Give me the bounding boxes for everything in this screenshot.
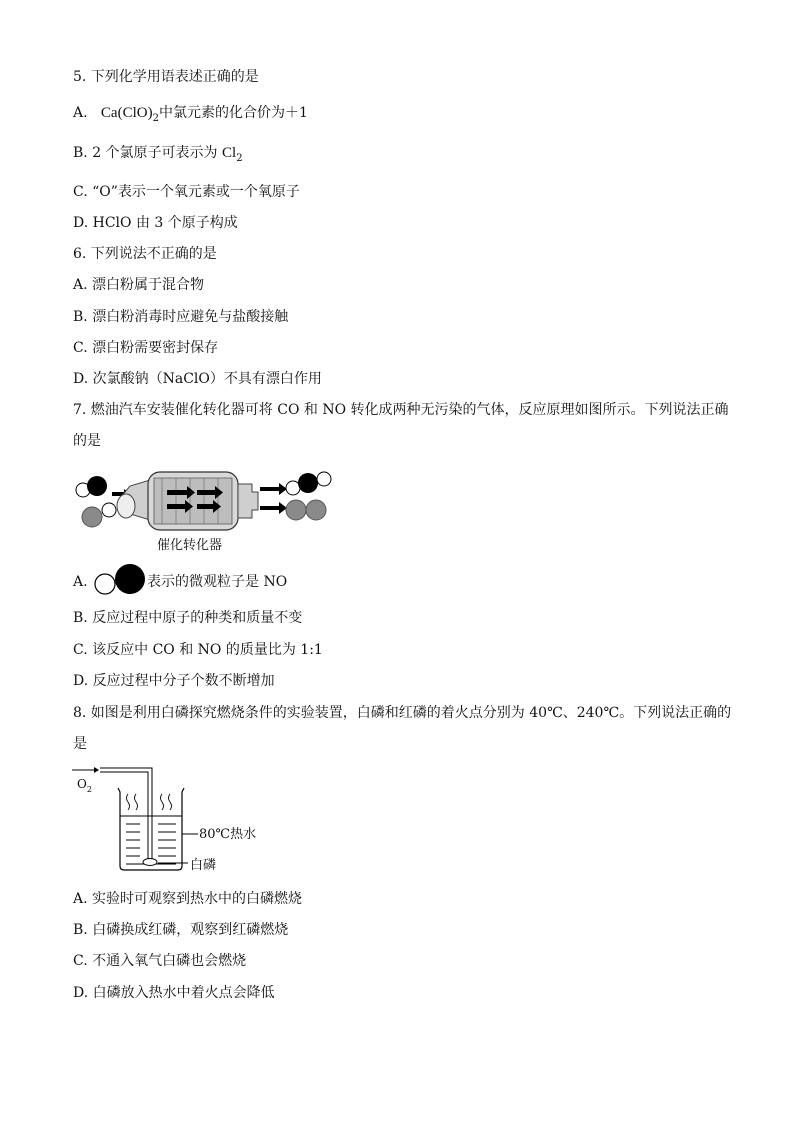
converter-outlet (238, 484, 258, 518)
water-hatching (126, 824, 176, 864)
q7-option-a-text: 表示的微观粒子是 NO (147, 574, 288, 590)
oxygen-label (77, 775, 92, 799)
q8-option-d: D. 白磷放入热水中着火点会降低 (73, 985, 275, 1001)
q5-option-a-subscript: 2 (152, 113, 159, 124)
q6-option-c: C. 漂白粉需要密封保存 (73, 340, 219, 356)
q5-option-b-formula: Cl (222, 145, 237, 161)
oxygen-tube (100, 768, 152, 860)
white-phosphorus (143, 859, 157, 866)
beaker (118, 788, 184, 870)
q7-option-a (73, 573, 88, 591)
q5-option-b-prefix: B. (73, 145, 88, 161)
no-molecule-icon (93, 563, 149, 597)
oxygen-label-text: O (77, 777, 87, 791)
q8-option-a: A. 实验时可观察到热水中的白磷燃烧 (73, 891, 303, 907)
q6-stem: 6. 下列说法不正确的是 (73, 246, 217, 262)
q5-option-a-text: 中氯元素的化合价为＋1 (158, 105, 308, 121)
product-gray-atom-2 (306, 500, 326, 520)
q7-option-a-prefix: A. (73, 574, 88, 590)
q7-option-d: D. 反应过程中分子个数不断增加 (73, 673, 275, 689)
product-black-atom (298, 473, 318, 493)
phosphorus-experiment-figure (70, 762, 260, 878)
q8-stem-line1: 8. 如图是利用白磷探究燃烧条件的实验装置，白磷和红磷的着火点分别为 40℃、240℃。下列说法正确的 (73, 705, 732, 721)
product-white-atom (286, 481, 300, 495)
reactant-white-atom-2 (102, 503, 116, 517)
q6-option-d: D. 次氯酸钠（NaClO）不具有漂白作用 (73, 371, 322, 387)
converter-inlet-opening (117, 494, 135, 518)
product-gray-atom (286, 500, 306, 520)
output-arrow-bottom (260, 506, 280, 510)
q5-stem: 5. 下列化学用语表述正确的是 (73, 69, 259, 85)
oxygen-arrow (94, 767, 99, 773)
q8-stem-line2: 是 (73, 736, 87, 752)
converter-core (154, 478, 232, 524)
q6-option-a: A. 漂白粉属于混合物 (73, 277, 205, 293)
white-phosphorus-label: 白磷 (190, 858, 217, 873)
output-arrow-top (260, 487, 280, 491)
q5-option-b (73, 144, 243, 168)
q5-option-d: D. HClO 由 3 个原子构成 (73, 215, 238, 231)
q8-option-c: C. 不通入氧气白磷也会燃烧 (73, 953, 247, 969)
q7-stem-line2: 的是 (73, 433, 101, 449)
q5-option-a-formula-pre: Ca (100, 105, 118, 121)
steam-lines (127, 794, 172, 810)
q5-option-a-prefix: A. (73, 105, 88, 121)
reactant-gray-atom (82, 507, 102, 527)
reactant-black-atom (87, 476, 107, 496)
q8-option-b: B. 白磷换成红磷，观察到红磷燃烧 (73, 922, 289, 938)
oxygen-label-subscript: 2 (86, 785, 92, 794)
q5-option-a (73, 104, 308, 128)
q5-option-b-subscript: 2 (236, 153, 243, 164)
hot-water-label: 80℃热水 (199, 827, 257, 842)
q7-option-c: C. 该反应中 CO 和 NO 的质量比为 1:1 (73, 642, 323, 658)
q5-option-a-formula: (ClO) (117, 105, 153, 121)
figure-caption: 催化转化器 (157, 538, 223, 553)
q7-option-b: B. 反应过程中原子的种类和质量不变 (73, 610, 303, 626)
q6-option-b: B. 漂白粉消毒时应避免与盐酸接触 (73, 309, 289, 325)
q5-option-b-text: 2 个氯原子可表示为 (92, 145, 223, 161)
product-white-atom-2 (317, 472, 331, 486)
q7-stem-line1: 7. 燃油汽车安装催化转化器可将 CO 和 NO 转化成两种无污染的气体，反应原理如图所示。下列说法正确 (73, 402, 729, 418)
q5-option-c: C. “O”表示一个氧元素或一个氧原子 (73, 184, 300, 200)
